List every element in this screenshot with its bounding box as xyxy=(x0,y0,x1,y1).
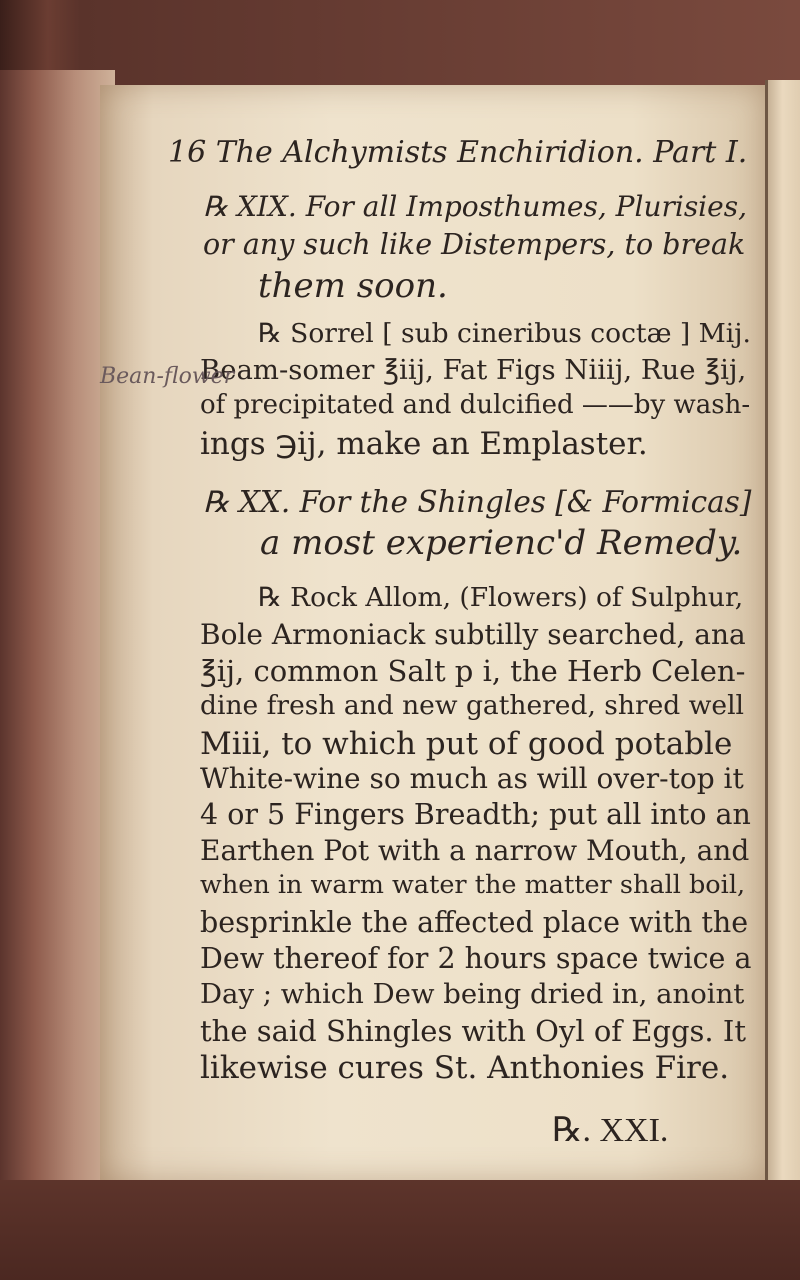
recipe-20-body-line-14: likewise cures St. Anthonies Fire. xyxy=(200,1050,730,1086)
recipe-20-title-line-1: ℞ XX. For the Shingles [& Formicas] xyxy=(203,485,752,519)
catchword: ℞. XXI. xyxy=(552,1112,669,1149)
right-facing-page xyxy=(765,80,800,1190)
recipe-20-body-line-8: Earthen Pot with a narrow Mouth, and xyxy=(200,834,750,867)
handwritten-margin-note: Bean-flower xyxy=(100,364,235,389)
recipe-19-body-line-2: Beam-somer ℥iij, Fat Figs Niiij, Rue ℥ij, xyxy=(200,354,747,386)
running-header: 16 The Alchymists Enchiridion. Part I. xyxy=(168,135,748,170)
recipe-19-title-line-1: ℞ XIX. For all Imposthumes, Plurisies, xyxy=(203,190,747,223)
recipe-20-body-line-1: ℞ Rock Allom, (Flowers) of Sulphur, xyxy=(258,582,744,613)
recipe-20-body-line-6: White-wine so much as will over-top it xyxy=(200,762,744,795)
recipe-20-body-line-2: Bole Armoniack subtilly searched, ana xyxy=(200,618,746,651)
recipe-19-body-line-3: of precipitated and dulcified ——by wash- xyxy=(200,390,751,420)
recipe-20-body-line-9: when in warm water the matter shall boil, xyxy=(200,870,746,900)
recipe-20-body-line-13: the said Shingles with Oyl of Eggs. It xyxy=(200,1014,746,1048)
recipe-20-body-line-12: Day ; which Dew being dried in, anoint xyxy=(200,978,745,1010)
recipe-20-body-line-11: Dew thereof for 2 hours space twice a xyxy=(200,942,752,975)
recipe-20-body-line-5: Miii, to which put of good potable xyxy=(200,726,733,762)
book-gutter xyxy=(765,80,768,1190)
recipe-19-title-line-3: them soon. xyxy=(258,266,448,306)
recipe-20-body-line-4: dine fresh and new gathered, shred well xyxy=(200,690,745,721)
recipe-19-body-line-1: ℞ Sorrel [ sub cineribus coctæ ] Mij. xyxy=(258,318,751,349)
left-page-edge xyxy=(0,70,115,1190)
recipe-19-body-line-4: ings ℈ij, make an Emplaster. xyxy=(200,426,648,462)
recipe-20-title-line-2: a most experienc'd Remedy. xyxy=(260,523,743,563)
recipe-20-body-line-7: 4 or 5 Fingers Breadth; put all into an xyxy=(200,798,751,831)
book-cover-bottom xyxy=(0,1180,800,1280)
recipe-20-body-line-3: ℥ij, common Salt p i, the Herb Celen- xyxy=(200,654,746,688)
recipe-20-body-line-10: besprinkle the affected place with the xyxy=(200,906,749,939)
recipe-19-title-line-2: or any such like Distempers, to break xyxy=(203,228,746,261)
